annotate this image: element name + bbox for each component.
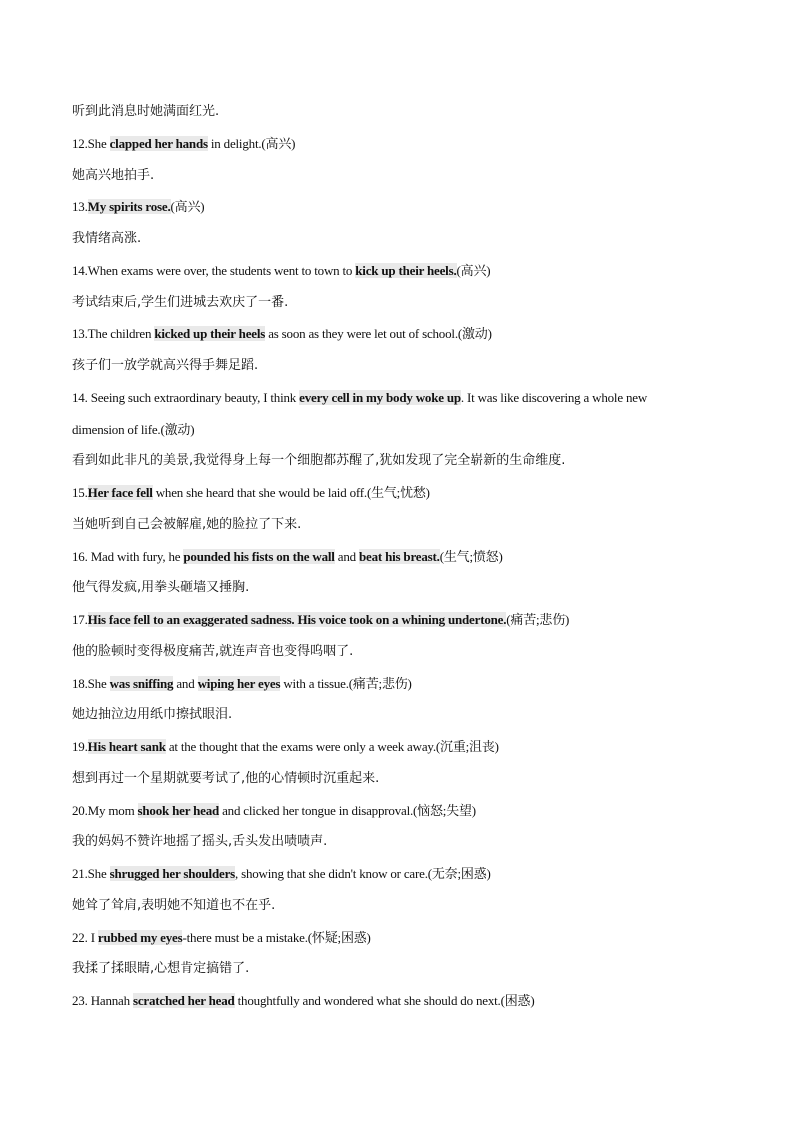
translation-line [72, 643, 732, 661]
text-segment: and clicked her tongue in disapproval.(恼怒;失望) [219, 802, 476, 818]
example-sentence-line [72, 548, 732, 566]
text-segment: 16. Mad with fury, he [72, 548, 184, 564]
highlighted-phrase: kicked up their heels [154, 326, 266, 342]
highlighted-phrase: shook her head [137, 802, 220, 818]
text-segment: 当她听到自己会被解雇,她的脸拉了下来. [72, 516, 302, 532]
text-segment: dimension of life.(激动) [72, 421, 195, 437]
highlighted-phrase: Her face fell [87, 485, 153, 500]
text-segment: 18.She [72, 675, 110, 691]
text-segment: in delight.(高兴) [207, 135, 296, 151]
text-segment: (高兴) [170, 199, 205, 215]
text-segment: (痛苦;悲伤) [506, 612, 570, 627]
translation-line [72, 357, 732, 375]
translation-line [72, 579, 732, 597]
text-segment: with a tissue.(痛苦;悲伤) [280, 675, 412, 691]
text-segment: 14.When exams were over, the students went to town to [72, 262, 356, 278]
example-sentence-line [72, 929, 732, 947]
text-segment: 孩子们一放学就高兴得手舞足蹈. [72, 358, 259, 373]
translation-line [72, 452, 732, 470]
example-sentence-line [72, 198, 732, 216]
highlighted-phrase: every cell in my body woke up [299, 389, 461, 405]
example-sentence-line [72, 262, 732, 280]
text-segment: 13. [72, 199, 88, 215]
text-segment: as soon as they were let out of school.(激动) [265, 326, 492, 342]
highlighted-phrase: My spirits rose. [87, 199, 171, 215]
highlighted-phrase: His heart sank [87, 739, 166, 754]
highlighted-phrase: pounded his fists on the wall [183, 548, 335, 564]
translation-line [72, 770, 732, 788]
text-segment: 考试结束后,学生们进城去欢庆了一番. [72, 294, 289, 310]
example-sentence-line [72, 135, 732, 153]
text-segment: 20.My mom [72, 802, 138, 818]
text-segment: (生气;愤怒) [439, 548, 503, 564]
text-segment: 我揉了揉眼睛,心想肯定搞错了. [72, 961, 250, 977]
highlighted-phrase: His face fell to an exaggerated sadness. His voice took on a whining undertone. [87, 612, 507, 627]
translation-line [72, 167, 732, 185]
translation-line [72, 960, 732, 978]
translation-line [72, 294, 732, 312]
highlighted-phrase: rubbed my eyes [97, 929, 183, 945]
text-segment: 她高兴地拍手. [72, 167, 155, 183]
text-segment: 听到此消息时她满面红光. [72, 104, 220, 119]
text-segment: and [173, 675, 198, 691]
translation-line [72, 706, 732, 724]
example-sentence-line [72, 802, 732, 820]
example-sentence-line [72, 484, 732, 502]
highlighted-phrase: wiping her eyes [197, 675, 281, 691]
example-sentence-line [72, 992, 732, 1010]
text-segment: 她耸了耸肩,表明她不知道也不在乎. [72, 897, 276, 913]
text-segment: 17. [72, 612, 88, 627]
highlighted-phrase: clapped her hands [109, 135, 208, 151]
example-sentence-line [72, 738, 732, 756]
text-segment: -there must be a mistake.(怀疑;困惑) [182, 929, 371, 945]
text-segment: 22. I [72, 929, 98, 945]
text-segment: 我的妈妈不赞许地摇了摇头,舌头发出啧啧声. [72, 834, 328, 850]
highlighted-phrase: shrugged her shoulders [109, 866, 235, 881]
example-sentence-line [72, 389, 732, 407]
highlighted-phrase: scratched her head [132, 993, 235, 1008]
translation-line [72, 833, 732, 851]
text-segment: at the thought that the exams were only a week away.(沉重;沮丧) [165, 739, 499, 754]
highlighted-phrase: was sniffing [109, 675, 174, 691]
highlighted-phrase: kick up their heels. [355, 262, 457, 278]
text-segment: 19. [72, 739, 88, 754]
text-segment: 21.She [72, 866, 110, 881]
translation-line [72, 230, 732, 248]
text-segment: 她边抽泣边用纸巾擦拭眼泪. [72, 707, 233, 723]
text-segment: when she heard that she would be laid off.(生气;忧愁) [152, 485, 430, 500]
example-sentence-line [72, 611, 732, 629]
text-segment: 他的脸顿时变得极度痛苦,就连声音也变得呜咽了. [72, 643, 354, 659]
text-segment: 他气得发疯,用拳头砸墙又捶胸. [72, 580, 250, 596]
translation-line [72, 897, 732, 915]
text-segment: 看到如此非凡的美景,我觉得身上每一个细胞都苏醒了,犹如发现了完全崭新的生命维度. [72, 453, 566, 469]
text-segment: 我情绪高涨. [72, 231, 142, 246]
text-segment: 15. [72, 485, 88, 500]
translation-line [72, 103, 732, 121]
translation-line [72, 516, 732, 534]
example-sentence-line [72, 325, 732, 343]
text-segment: , showing that she didn't know or care.(无奈;困惑) [235, 866, 491, 881]
example-sentence-line [72, 865, 732, 883]
text-segment: . It was like discovering a whole new [460, 389, 648, 405]
text-segment: thoughtfully and wondered what she should do next.(困惑) [234, 993, 535, 1008]
text-segment: 想到再过一个星期就要考试了,他的心情顿时沉重起来. [72, 770, 380, 786]
highlighted-phrase: beat his breast. [359, 548, 440, 564]
text-segment: 14. Seeing such extraordinary beauty, I think [72, 389, 300, 405]
text-segment: 13.The children [72, 326, 155, 342]
example-sentence-line [72, 675, 732, 693]
text-segment: (高兴) [456, 262, 491, 278]
text-segment: 23. Hannah [72, 993, 133, 1008]
example-sentence-line [72, 421, 732, 439]
text-segment: 12.She [72, 135, 110, 151]
text-segment: and [334, 548, 359, 564]
